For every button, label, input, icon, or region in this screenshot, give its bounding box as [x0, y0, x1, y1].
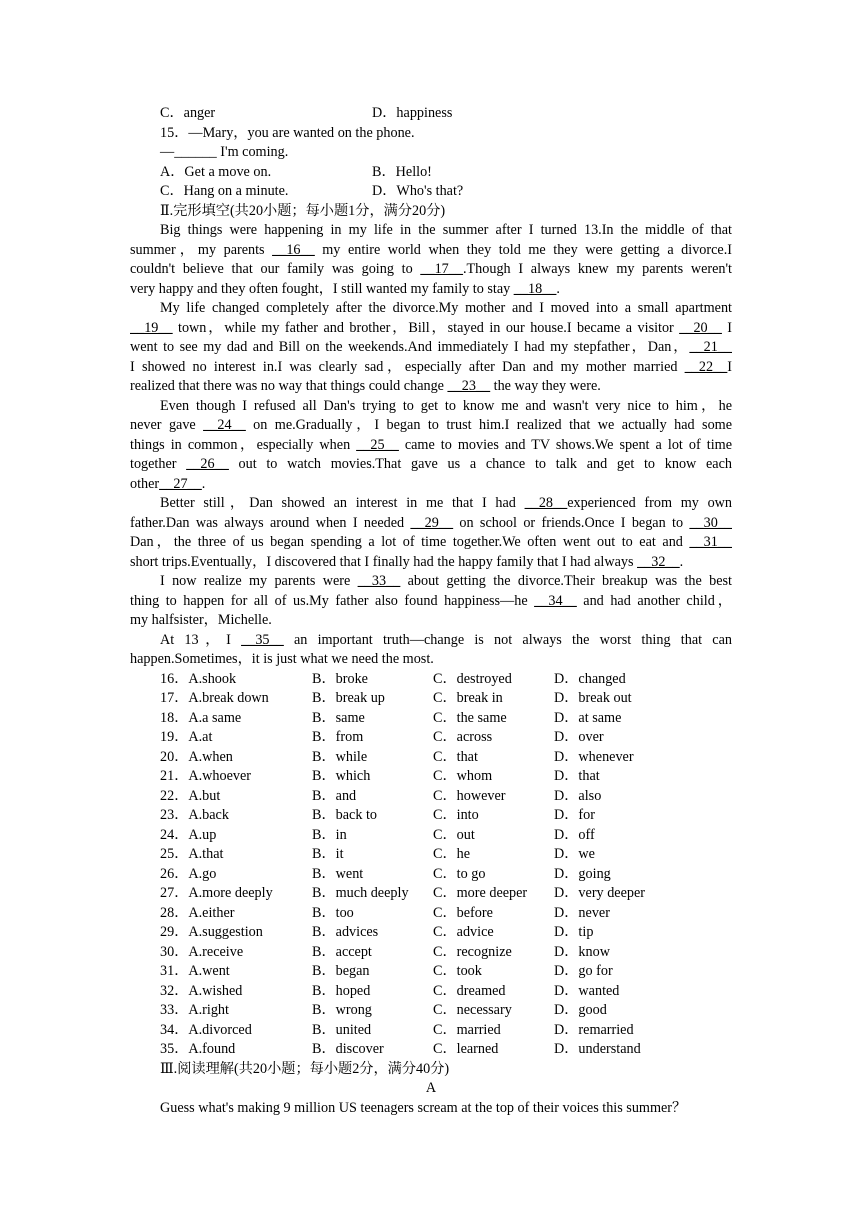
cloze-option-row	[130, 865, 732, 885]
q14-options-tail	[130, 104, 732, 124]
option-b: B．and	[312, 787, 357, 804]
cloze-p2-line1: My life changed completely after the divorce.My mother and I moved into a small apartment	[160, 300, 732, 316]
cloze-p1-line1: Big things were happening in my life in the summer after I turned 13.In the middle of that	[160, 222, 732, 238]
q15-options-cd	[130, 182, 732, 202]
option-c: C．recognize	[433, 943, 512, 960]
option-a: 23．A.back	[160, 807, 229, 823]
blank-32: __32__	[637, 553, 680, 570]
option-c: C．took	[433, 963, 482, 979]
option-d: D．good	[554, 1002, 607, 1018]
cloze-p2-line2: __19__ town，while my father and brother，Bill，stayed in our house.I became a visitor __20__ I	[130, 319, 732, 336]
blank-16: __16__	[272, 241, 315, 258]
blank-20: __20__	[679, 319, 722, 336]
option-b: B．same	[312, 709, 365, 726]
option-d: D．tip	[554, 924, 594, 940]
option-a: 33．A.right	[160, 1002, 229, 1018]
option-d: D．go for	[554, 963, 613, 979]
option-c: C．whom	[433, 768, 493, 784]
option-d: D．that	[554, 768, 600, 784]
blank-23: __23__	[447, 378, 491, 394]
option-d: D．know	[554, 943, 610, 960]
option-a: 25．A.that	[160, 846, 224, 862]
cloze-p5-line3: my halfsister，Michelle.	[130, 612, 272, 628]
option-d: D．whenever	[554, 748, 634, 765]
option-c: C．break in	[433, 690, 503, 706]
cloze-option-row	[130, 845, 732, 865]
option-b: B．break up	[312, 690, 385, 706]
option-b: B．advices	[312, 924, 379, 940]
option-c: C．to go	[433, 865, 486, 882]
cloze-option-row	[130, 767, 732, 787]
option-b: B．back to	[312, 807, 378, 823]
option-c: C．the same	[433, 709, 507, 726]
option-c: C．destroyed	[433, 670, 512, 687]
cloze-option-row	[130, 982, 732, 1002]
option-d: D．for	[554, 807, 595, 823]
option-a: 30．A.receive	[160, 943, 244, 960]
option-d: D．over	[554, 729, 604, 745]
q15-option-d: D．Who's that?	[372, 183, 464, 199]
q15-stem: 15．—Mary，you are wanted on the phone.	[160, 124, 415, 141]
option-b: B．accept	[312, 943, 372, 960]
cloze-option-row	[130, 1001, 732, 1021]
option-b: B．in	[312, 826, 347, 843]
option-c: C．necessary	[433, 1002, 512, 1018]
option-c: C．more deeper	[433, 885, 528, 901]
cloze-option-row	[130, 1040, 732, 1060]
section-3-title: Ⅲ.阅读理解(共20小题；每小题2分，满分40分)	[160, 1060, 450, 1077]
cloze-option-row	[130, 806, 732, 826]
cloze-p3-line2: never gave __24__ on me.Gradually，I began to trust him.I realized that we actually had some	[130, 417, 732, 433]
blank-19: __19__	[130, 319, 173, 336]
option-b: B．from	[312, 729, 364, 745]
option-c: C．learned	[433, 1041, 499, 1057]
option-c: C．into	[433, 807, 479, 823]
cloze-p3-line1: Even though I refused all Dan's trying to get to know me and wasn't very nice to him，he	[160, 397, 732, 414]
option-a: 34．A.divorced	[160, 1021, 252, 1038]
option-b: B．discover	[312, 1041, 384, 1057]
blank-17: __17__	[420, 261, 463, 277]
option-d: D．also	[554, 787, 602, 804]
q14-option-d: D．happiness	[372, 105, 453, 121]
option-a: 20．A.when	[160, 748, 233, 765]
option-b: B．it	[312, 846, 344, 862]
option-c: C．advice	[433, 924, 494, 940]
option-c: C．that	[433, 748, 478, 765]
blank-29: __29__	[410, 514, 454, 531]
option-a: 18．A.a same	[160, 709, 242, 726]
cloze-p4-line4: short trips.Eventually，I discovered that I finally had the happy family that I had always __32__.	[130, 553, 684, 570]
cloze-p2-line3: went to see my dad and Bill on the weekends.And immediately I had my stepfather，Dan，__21__	[130, 339, 732, 355]
option-b: B．too	[312, 904, 354, 921]
blank-33: __33__	[357, 573, 401, 589]
option-b: B．wrong	[312, 1002, 372, 1018]
blank-30: __30__	[689, 514, 732, 531]
cloze-p2-line5: realized that there was no way that things could change __23__ the way they were.	[130, 378, 601, 394]
cloze-option-row	[130, 904, 732, 924]
option-b: B．united	[312, 1021, 372, 1038]
option-b: B．much deeply	[312, 885, 409, 901]
option-a: 16．A.shook	[160, 670, 237, 687]
option-a: 19．A.at	[160, 729, 213, 745]
blank-28: __28__	[524, 495, 568, 511]
exam-content	[130, 104, 732, 1118]
option-d: D．changed	[554, 670, 626, 687]
blank-34: __34__	[534, 592, 577, 609]
option-a: 17．A.break down	[160, 690, 269, 706]
q14-option-c: C．anger	[160, 105, 216, 121]
option-a: 32．A.wished	[160, 982, 243, 999]
blank-31: __31__	[689, 534, 732, 550]
option-d: D．very deeper	[554, 885, 645, 901]
cloze-p3-line5: other__27__.	[130, 475, 206, 492]
cloze-options-list	[130, 670, 732, 1060]
cloze-option-row	[130, 728, 732, 748]
q15-option-c: C．Hang on a minute.	[160, 183, 289, 199]
option-d: D．going	[554, 865, 611, 882]
passage-a-label: A	[425, 1080, 437, 1096]
q15-option-a: A．Get a move on.	[160, 163, 272, 180]
option-a: 28．A.either	[160, 904, 235, 921]
option-a: 26．A.go	[160, 865, 217, 882]
option-b: B．hoped	[312, 982, 371, 999]
blank-26: __26__	[186, 456, 229, 472]
cloze-option-row	[130, 884, 732, 904]
blank-24: __24__	[203, 417, 246, 433]
option-c: C．dreamed	[433, 982, 506, 999]
cloze-p5-line1: I now realize my parents were __33__ about getting the divorce.Their breakup was the best	[160, 573, 732, 589]
cloze-p3-line3: things in common，especially when __25__ came to movies and TV shows.We spent a lot of time	[130, 436, 732, 453]
option-d: D．we	[554, 846, 595, 862]
cloze-option-row	[130, 670, 732, 690]
cloze-option-row	[130, 748, 732, 768]
cloze-option-row	[130, 962, 732, 982]
cloze-option-row	[130, 826, 732, 846]
option-c: C．before	[433, 904, 493, 921]
cloze-option-row	[130, 689, 732, 709]
option-b: B．while	[312, 748, 368, 765]
option-d: D．wanted	[554, 982, 620, 999]
cloze-p3-line4: together __26__ out to watch movies.That gave us a chance to talk and get to know each	[130, 456, 732, 472]
option-c: C．he	[433, 846, 471, 862]
cloze-option-row	[130, 943, 732, 963]
cloze-p4-line2: father.Dan was always around when I needed __29__ on school or friends.Once I began to __30__	[130, 514, 732, 531]
option-d: D．understand	[554, 1041, 641, 1057]
cloze-p1-line3: couldn't believe that our family was going to __17__.Though I always knew my parents weren't	[130, 261, 732, 277]
q15-reply: —______ I'm coming.	[160, 144, 289, 160]
passage-a-line1: Guess what's making 9 million US teenagers scream at the top of their voices this summer？	[160, 1099, 687, 1116]
option-b: B．broke	[312, 670, 368, 687]
option-c: C．however	[433, 787, 506, 804]
option-d: D．break out	[554, 690, 632, 706]
blank-35: __35__	[241, 631, 284, 648]
cloze-p6-line1: At 13，I __35__ an important truth—change is not always the worst thing that can	[160, 631, 732, 648]
cloze-p1-line2: summer，my parents __16__ my entire world when they told me they were getting a divorce.I	[130, 241, 732, 258]
q15-options-ab	[130, 163, 732, 183]
blank-18: __18__	[513, 280, 557, 297]
option-d: D．off	[554, 826, 595, 843]
option-c: C．across	[433, 729, 493, 745]
option-d: D．at same	[554, 709, 622, 726]
cloze-p1-line4: very happy and they often fought，I still wanted my family to stay __18__.	[130, 280, 560, 297]
cloze-p5-line2: thing to happen for all of us.My father also found happiness—he __34__ and had another child，	[130, 592, 732, 609]
section-2-title: Ⅱ.完形填空(共20小题；每小题1分，满分20分)	[160, 202, 446, 219]
option-d: D．never	[554, 904, 610, 921]
option-a: 24．A.up	[160, 826, 217, 843]
cloze-option-row	[130, 1021, 732, 1041]
option-a: 35．A.found	[160, 1041, 236, 1057]
cloze-option-row	[130, 787, 732, 807]
option-b: B．which	[312, 768, 371, 784]
cloze-p6-line2: happen.Sometimes，it is just what we need the most.	[130, 651, 434, 667]
blank-27: __27__	[159, 475, 202, 492]
cloze-p4-line3: Dan，the three of us began spending a lot of time together.We often went out to eat and __31__	[130, 534, 732, 550]
option-d: D．remarried	[554, 1021, 634, 1038]
blank-21: __21__	[689, 339, 732, 355]
option-a: 27．A.more deeply	[160, 885, 273, 901]
option-c: C．out	[433, 826, 475, 843]
cloze-option-row	[130, 923, 732, 943]
blank-22: __22__	[684, 358, 728, 375]
option-b: B．went	[312, 865, 364, 882]
q15-option-b: B．Hello!	[372, 163, 432, 180]
option-b: B．began	[312, 963, 370, 979]
option-c: C．married	[433, 1021, 501, 1038]
option-a: 22．A.but	[160, 787, 221, 804]
cloze-p2-line4: I showed no interest in.I was clearly sad，especially after Dan and my mother married __22__I	[130, 358, 732, 375]
option-a: 21．A.whoever	[160, 768, 252, 784]
cloze-p4-line1: Better still，Dan showed an interest in me that I had __28__experienced from my own	[160, 495, 732, 511]
blank-25: __25__	[356, 436, 399, 453]
cloze-option-row	[130, 709, 732, 729]
option-a: 29．A.suggestion	[160, 924, 263, 940]
option-a: 31．A.went	[160, 963, 230, 979]
